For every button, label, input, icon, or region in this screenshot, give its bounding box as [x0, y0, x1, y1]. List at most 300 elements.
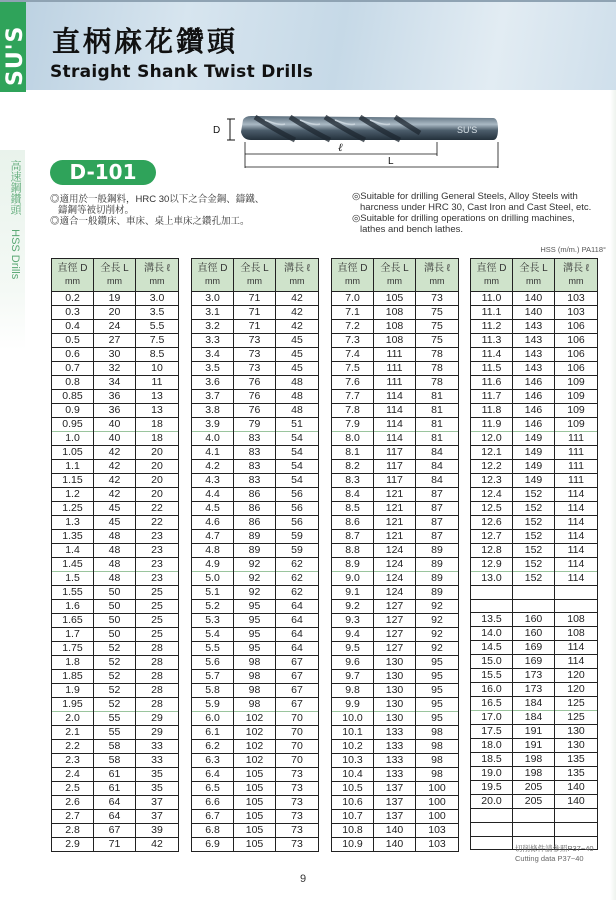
table-row [192, 754, 319, 768]
table-row [192, 740, 319, 754]
header-flute-length [276, 259, 319, 292]
cell-overall-length: 130 [374, 670, 416, 684]
cell-diameter: 2.7 [52, 810, 94, 824]
header-diameter [332, 259, 374, 292]
cell-overall-length: 130 [374, 684, 416, 698]
table-row [52, 362, 179, 376]
cell-overall-length: 108 [374, 320, 416, 334]
cell-diameter: 2.6 [52, 796, 94, 810]
cell-flute-length: 42 [276, 320, 319, 334]
cell-overall-length: 191 [513, 739, 555, 753]
table-row [192, 838, 319, 852]
cell-flute-length: 33 [136, 740, 179, 754]
cell-flute-length: 84 [416, 460, 459, 474]
header-overall-length [374, 259, 416, 292]
cell-diameter: 9.7 [332, 670, 374, 684]
cell-overall-length: 149 [513, 460, 555, 474]
cell-flute-length: 87 [416, 488, 459, 502]
cell-overall-length: 124 [374, 572, 416, 586]
cell-diameter: 5.5 [192, 642, 234, 656]
cell-flute-length: 18 [136, 418, 179, 432]
cell-diameter: 9.9 [332, 698, 374, 712]
cell-diameter: 18.0 [471, 739, 513, 753]
cell-flute-length: 25 [136, 628, 179, 642]
table-row [192, 474, 319, 488]
cell-diameter: 2.4 [52, 768, 94, 782]
cell-flute-length: 114 [555, 502, 598, 516]
cell-overall-length: 124 [374, 558, 416, 572]
cell-overall-length: 160 [513, 613, 555, 627]
header-label: 全長 L [100, 263, 129, 274]
header-unit: mm [65, 276, 80, 286]
cell-diameter: 4.7 [192, 530, 234, 544]
cell-flute-length: 33 [136, 754, 179, 768]
table-row [192, 600, 319, 614]
cell-diameter: 12.2 [471, 460, 513, 474]
cell-diameter: 10.4 [332, 768, 374, 782]
cell-diameter: 4.3 [192, 474, 234, 488]
cell-flute-length: 67 [276, 670, 319, 684]
table-row [192, 530, 319, 544]
cell-diameter: 3.7 [192, 390, 234, 404]
header-overall-length [94, 259, 136, 292]
header-unit: mm [568, 276, 584, 286]
cell-diameter: 2.5 [52, 782, 94, 796]
table-row [471, 781, 598, 795]
description-zh-line: ◎適合一般鑽床、車床、桌上車床之鑽孔加工。 [50, 216, 250, 227]
cell-flute-length: 100 [416, 810, 459, 824]
cell-overall-length: 52 [94, 670, 136, 684]
header-unit: mm [345, 276, 360, 286]
label-overall-length: L [388, 156, 394, 167]
cell-flute-length: 109 [555, 418, 598, 432]
cell-flute-length: 103 [555, 306, 598, 320]
cell-flute-length: 25 [136, 614, 179, 628]
table-row [332, 572, 459, 586]
cell-flute-length: 120 [555, 683, 598, 697]
table-row [192, 390, 319, 404]
cell-diameter: 16.5 [471, 697, 513, 711]
cell-flute-length: 64 [276, 642, 319, 656]
cell-overall-length: 83 [234, 446, 276, 460]
shank-mark: SU'S [457, 125, 478, 135]
cell-overall-length: 127 [374, 628, 416, 642]
cell-flute-length: 114 [555, 488, 598, 502]
cell-flute-length: 103 [416, 838, 459, 852]
cell-diameter: 12.8 [471, 544, 513, 558]
header-unit: mm [107, 276, 122, 286]
cell-diameter: 13.0 [471, 572, 513, 586]
cell-overall-length: 137 [374, 782, 416, 796]
header-label: 直徑 D [476, 263, 507, 274]
table-row [52, 670, 179, 684]
cell-diameter: 0.6 [52, 348, 94, 362]
table-row [332, 558, 459, 572]
cell-overall-length: 64 [94, 796, 136, 810]
cell-diameter: 3.2 [192, 320, 234, 334]
cutting-data-zh: 切削條件請參照P37~40 [515, 844, 594, 853]
cell-diameter: 7.6 [332, 376, 374, 390]
cell-overall-length: 36 [94, 404, 136, 418]
cell-diameter: 8.9 [332, 558, 374, 572]
table-row [471, 348, 598, 362]
cell-overall-length: 124 [374, 586, 416, 600]
cell-flute-length: 8.5 [136, 348, 179, 362]
cell-flute-length: 95 [416, 712, 459, 726]
dimension-d [213, 119, 235, 140]
cell-flute-length: 45 [276, 334, 319, 348]
cell-diameter: 11.0 [471, 292, 513, 306]
cell-flute-length: 67 [276, 656, 319, 670]
cell-diameter: 4.4 [192, 488, 234, 502]
cell-flute-length: 140 [555, 781, 598, 795]
cell-overall-length: 173 [513, 669, 555, 683]
cell-diameter: 17.5 [471, 725, 513, 739]
table-row [52, 348, 179, 362]
cell-flute-length: 130 [555, 739, 598, 753]
cell-overall-length: 111 [374, 376, 416, 390]
cell-overall-length: 86 [234, 502, 276, 516]
cell-diameter: 9.5 [332, 642, 374, 656]
cell-flute-length: 108 [555, 627, 598, 641]
table-row [52, 320, 179, 334]
table-row [192, 306, 319, 320]
cell-diameter: 1.9 [52, 684, 94, 698]
cell-diameter: 12.6 [471, 516, 513, 530]
header-unit: mm [149, 276, 165, 286]
table-row [192, 418, 319, 432]
table-row [192, 362, 319, 376]
description-zh-line: ◎適用於一般鋼料，HRC 30以下之合金鋼、鑄鐵、 [50, 194, 265, 205]
cell-overall-length: 152 [513, 502, 555, 516]
cell-diameter: 1.75 [52, 642, 94, 656]
cell-diameter: 9.2 [332, 600, 374, 614]
header-unit: mm [247, 276, 262, 286]
cell-overall-length: 111 [374, 348, 416, 362]
cell-overall-length: 50 [94, 600, 136, 614]
table-row [192, 670, 319, 684]
cell-flute-length: 114 [555, 530, 598, 544]
cell-overall-length: 48 [94, 558, 136, 572]
cell-diameter: 0.95 [52, 418, 94, 432]
cell-overall-length: 121 [374, 488, 416, 502]
cell-overall-length: 73 [234, 348, 276, 362]
label-flute-length: ℓ [338, 141, 343, 154]
cell-diameter: 1.0 [52, 432, 94, 446]
header-label: 溝長 ℓ [562, 263, 589, 274]
cell-diameter: 1.3 [52, 516, 94, 530]
table-row [471, 460, 598, 474]
cell-overall-length: 127 [374, 614, 416, 628]
table-row [471, 474, 598, 488]
cell-flute-length [555, 822, 598, 836]
cell-overall-length: 130 [374, 712, 416, 726]
table-row [52, 376, 179, 390]
cell-diameter: 0.5 [52, 334, 94, 348]
cell-overall-length: 98 [234, 698, 276, 712]
cell-flute-length: 48 [276, 390, 319, 404]
table-row [471, 599, 598, 613]
table-row [332, 404, 459, 418]
cell-diameter: 0.7 [52, 362, 94, 376]
table-row [52, 768, 179, 782]
cell-diameter: 8.8 [332, 544, 374, 558]
cell-diameter: 3.6 [192, 376, 234, 390]
cell-diameter: 13.5 [471, 613, 513, 627]
cell-diameter: 19.0 [471, 767, 513, 781]
table-row [332, 824, 459, 838]
cell-overall-length: 45 [94, 516, 136, 530]
cell-flute-length: 81 [416, 390, 459, 404]
cell-overall-length: 146 [513, 390, 555, 404]
table-row [471, 516, 598, 530]
cell-overall-length: 20 [94, 306, 136, 320]
cell-flute-length: 70 [276, 754, 319, 768]
cell-overall-length: 42 [94, 488, 136, 502]
header-diameter [192, 259, 234, 292]
cell-flute-length: 56 [276, 516, 319, 530]
cell-diameter: 8.3 [332, 474, 374, 488]
cell-overall-length: 105 [234, 796, 276, 810]
table-row [471, 725, 598, 739]
cell-diameter: 10.3 [332, 754, 374, 768]
cell-flute-length: 23 [136, 558, 179, 572]
cell-overall-length: 152 [513, 488, 555, 502]
cell-diameter: 12.3 [471, 474, 513, 488]
table-row [192, 656, 319, 670]
cell-diameter: 11.4 [471, 348, 513, 362]
cell-overall-length: 137 [374, 810, 416, 824]
table-row [192, 404, 319, 418]
cell-overall-length: 50 [94, 586, 136, 600]
cell-diameter: 1.35 [52, 530, 94, 544]
cell-flute-length: 62 [276, 586, 319, 600]
table-row [192, 502, 319, 516]
cell-diameter: 19.5 [471, 781, 513, 795]
cell-flute-length: 54 [276, 432, 319, 446]
cell-overall-length: 83 [234, 432, 276, 446]
cell-diameter: 1.6 [52, 600, 94, 614]
cell-overall-length: 95 [234, 628, 276, 642]
table-row [332, 544, 459, 558]
cell-flute-length: 3.0 [136, 292, 179, 306]
cell-diameter: 11.3 [471, 334, 513, 348]
table-row [192, 614, 319, 628]
cell-overall-length: 52 [94, 642, 136, 656]
cell-diameter: 0.9 [52, 404, 94, 418]
table-row [52, 558, 179, 572]
cell-overall-length: 42 [94, 474, 136, 488]
cell-diameter: 12.1 [471, 446, 513, 460]
cell-diameter: 12.9 [471, 558, 513, 572]
cell-overall-length: 114 [374, 418, 416, 432]
cell-overall-length: 169 [513, 655, 555, 669]
cell-diameter: 0.3 [52, 306, 94, 320]
cell-flute-length: 120 [555, 669, 598, 683]
cell-flute-length: 28 [136, 698, 179, 712]
header-label: 溝長 ℓ [423, 263, 450, 274]
header-diameter [471, 259, 513, 292]
description-en-line: lathes and bench lathes. [360, 224, 463, 235]
cell-overall-length: 143 [513, 320, 555, 334]
cell-flute-length: 103 [555, 292, 598, 306]
header-label: 溝長 ℓ [143, 263, 170, 274]
cell-diameter: 14.0 [471, 627, 513, 641]
table-row [471, 376, 598, 390]
table-row [332, 334, 459, 348]
cell-overall-length: 184 [513, 711, 555, 725]
table-row [332, 432, 459, 446]
cell-diameter: 6.3 [192, 754, 234, 768]
table-row [471, 586, 598, 600]
cell-diameter: 1.65 [52, 614, 94, 628]
table-row [471, 627, 598, 641]
table-row [471, 655, 598, 669]
cell-diameter: 4.0 [192, 432, 234, 446]
cell-flute-length: 45 [276, 348, 319, 362]
cell-diameter: 10.5 [332, 782, 374, 796]
cell-overall-length: 40 [94, 418, 136, 432]
cell-flute-length: 25 [136, 600, 179, 614]
table-row [192, 586, 319, 600]
table-header-row [332, 259, 459, 292]
cell-overall-length: 140 [513, 306, 555, 320]
cell-diameter: 6.5 [192, 782, 234, 796]
cell-overall-length: 48 [94, 572, 136, 586]
header-unit: mm [205, 276, 220, 286]
table-row [471, 446, 598, 460]
cell-overall-length: 58 [94, 740, 136, 754]
table-row [471, 544, 598, 558]
table-row [332, 782, 459, 796]
table-row [52, 474, 179, 488]
description-en-line: ◎Suitable for drilling operations on drilling machines, [352, 213, 575, 224]
cell-flute-length: 11 [136, 376, 179, 390]
cell-flute-length: 89 [416, 558, 459, 572]
table-row [332, 642, 459, 656]
cell-diameter: 1.95 [52, 698, 94, 712]
side-label-en: HSS Drills [9, 229, 21, 280]
cell-diameter: 0.85 [52, 390, 94, 404]
cell-flute-length: 84 [416, 474, 459, 488]
cell-diameter: 1.15 [52, 474, 94, 488]
description-en [352, 191, 612, 235]
cell-flute-length: 73 [416, 292, 459, 306]
cell-flute-length: 37 [136, 810, 179, 824]
cell-diameter: 8.1 [332, 446, 374, 460]
cell-flute-length: 70 [276, 712, 319, 726]
cell-overall-length: 102 [234, 726, 276, 740]
table-row [192, 684, 319, 698]
table-row [471, 753, 598, 767]
cell-diameter: 10.2 [332, 740, 374, 754]
cell-flute-length: 59 [276, 544, 319, 558]
header-unit: mm [387, 276, 402, 286]
cell-overall-length: 127 [374, 600, 416, 614]
table-row [332, 740, 459, 754]
cell-flute-length: 37 [136, 796, 179, 810]
table-row [332, 516, 459, 530]
cell-overall-length: 83 [234, 474, 276, 488]
table-row [52, 530, 179, 544]
cell-flute-length: 106 [555, 334, 598, 348]
header-label: 直徑 D [337, 263, 368, 274]
cell-overall-length: 140 [374, 824, 416, 838]
cell-overall-length: 114 [374, 390, 416, 404]
cell-diameter: 12.0 [471, 432, 513, 446]
page-edge [610, 90, 616, 900]
table-row [52, 502, 179, 516]
table-row [52, 810, 179, 824]
header-label: 全長 L [380, 263, 409, 274]
cell-overall-length: 71 [94, 838, 136, 852]
size-table-3 [331, 258, 459, 852]
cell-overall-length: 169 [513, 641, 555, 655]
table-row [332, 306, 459, 320]
table-row [332, 320, 459, 334]
cell-overall-length: 27 [94, 334, 136, 348]
table-row [332, 838, 459, 852]
cell-overall-length: 45 [94, 502, 136, 516]
table-row [192, 824, 319, 838]
cell-overall-length: 19 [94, 292, 136, 306]
cell-overall-length: 146 [513, 376, 555, 390]
table-row [52, 292, 179, 306]
table-row [192, 334, 319, 348]
cell-flute-length: 10 [136, 362, 179, 376]
cell-overall-length: 71 [234, 306, 276, 320]
header-overall-length [513, 259, 555, 292]
cell-overall-length: 108 [374, 306, 416, 320]
cell-overall-length: 95 [234, 600, 276, 614]
table-row [471, 767, 598, 781]
table-row [471, 306, 598, 320]
cell-diameter: 9.4 [332, 628, 374, 642]
cell-flute-length: 20 [136, 474, 179, 488]
header-unit: mm [526, 276, 541, 286]
table-row [52, 516, 179, 530]
cell-overall-length: 52 [94, 684, 136, 698]
cell-diameter: 3.5 [192, 362, 234, 376]
table-row [332, 446, 459, 460]
cell-overall-length: 61 [94, 782, 136, 796]
cell-diameter: 10.7 [332, 810, 374, 824]
cell-diameter: 4.9 [192, 558, 234, 572]
cell-flute-length: 84 [416, 446, 459, 460]
table-header-row [192, 259, 319, 292]
cell-overall-length: 86 [234, 516, 276, 530]
table-row [52, 642, 179, 656]
cell-diameter: 12.5 [471, 502, 513, 516]
cell-diameter: 6.4 [192, 768, 234, 782]
cell-diameter: 3.3 [192, 334, 234, 348]
cell-overall-length: 24 [94, 320, 136, 334]
cell-diameter: 15.0 [471, 655, 513, 669]
side-category-label [3, 160, 21, 279]
cell-flute-length: 114 [555, 572, 598, 586]
table-row [192, 446, 319, 460]
table-row [52, 446, 179, 460]
cell-overall-length [513, 809, 555, 823]
header-label: 直徑 D [57, 263, 88, 274]
table-row [471, 641, 598, 655]
table-row [52, 488, 179, 502]
cell-overall-length: 152 [513, 558, 555, 572]
cell-flute-length: 28 [136, 642, 179, 656]
cell-diameter: 5.7 [192, 670, 234, 684]
table-row [471, 697, 598, 711]
table-row [52, 586, 179, 600]
